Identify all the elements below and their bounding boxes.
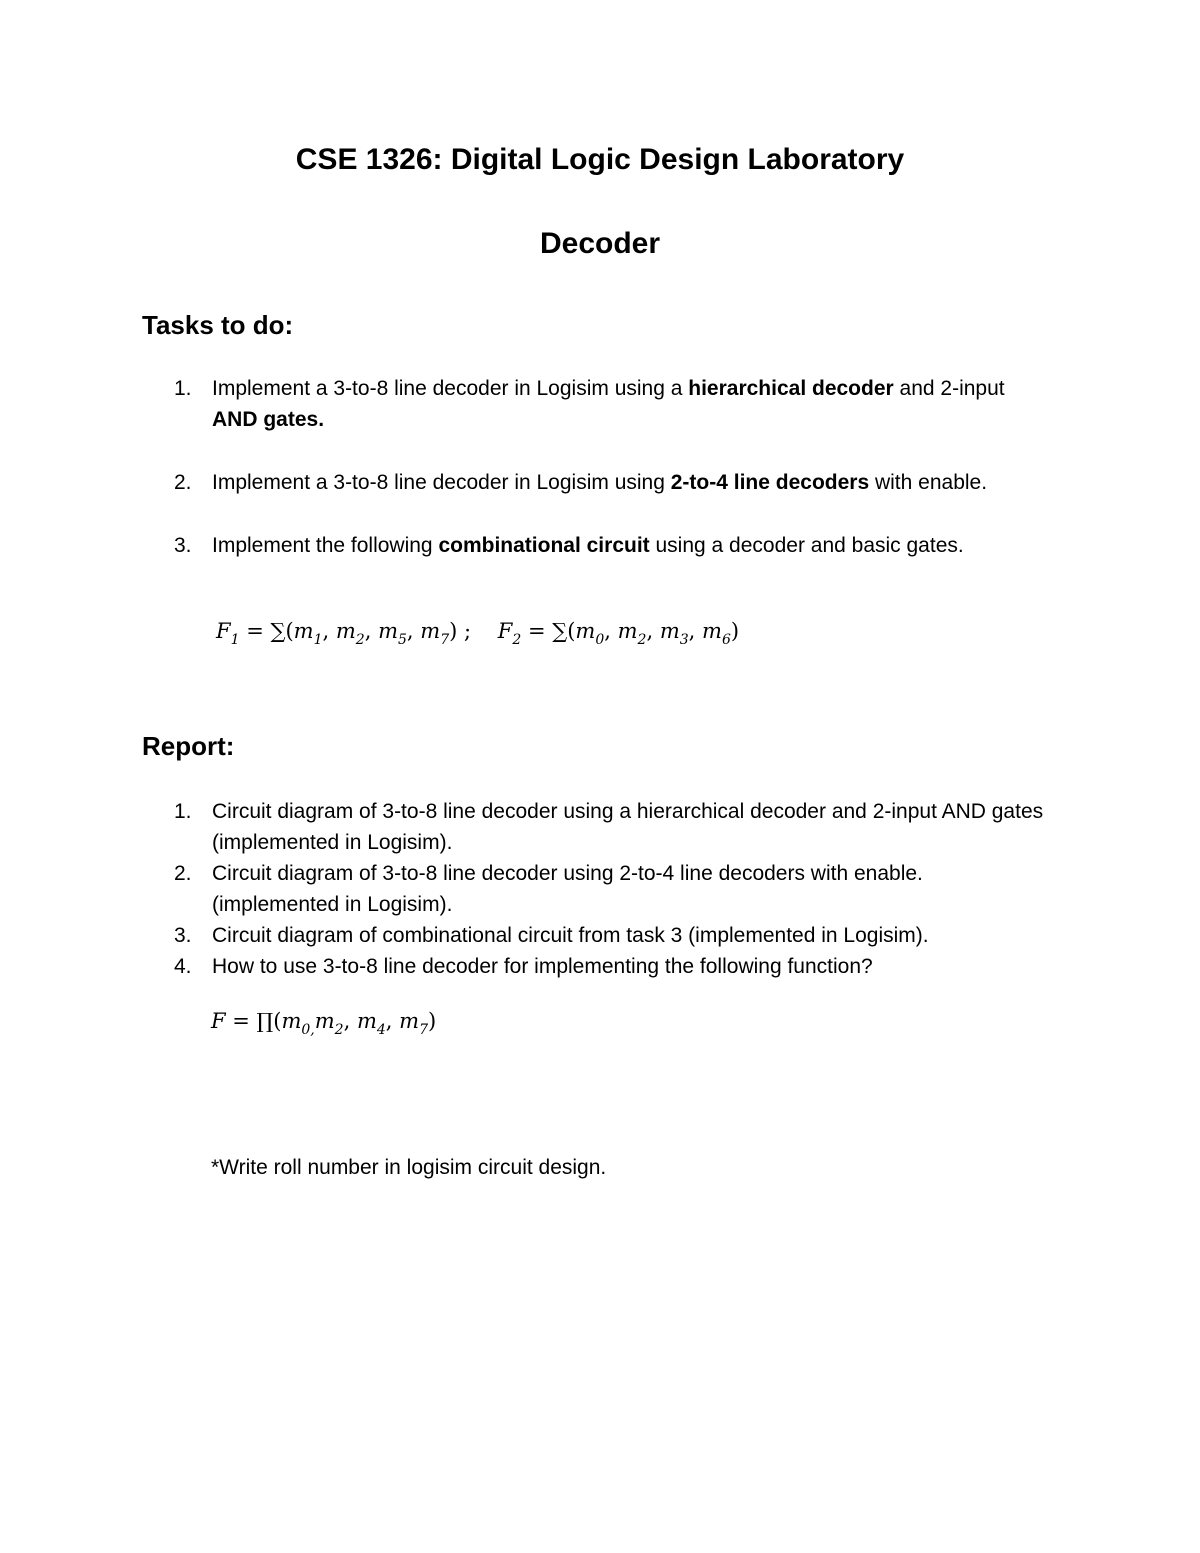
formula-term: $m_3$ [659,619,689,648]
formula-close: ) [427,1009,437,1033]
task-number: 3. [174,534,192,557]
formula-term: $m_5$ [378,619,407,648]
tasks-list [174,373,1054,561]
formula-term: $m_7$ [399,1009,428,1038]
formula-close: ) [730,619,740,643]
report-number: 3. [174,924,192,947]
report-item-4 [174,951,1054,982]
task-formula: $F_1 = \sum(m_1$, $m_2$, $m_5$, $m_7$) ; $F_2 = \sum(m_0$, $m_2$, $m_3$, $m_6$) [216,619,740,648]
formula-function: F [497,619,513,643]
report-number: 4. [174,955,192,978]
page-title: CSE 1326: Digital Logic Design Laboratory [295,143,905,176]
formula-subscript: 2 [512,632,522,648]
page-subtitle: Decoder [539,227,661,260]
formula-term: $m_6$ [702,619,731,648]
formula-term: $m_0$ [575,619,605,648]
product-operator: = ∏( [232,1009,282,1033]
formula-subscript: 1 [230,632,240,648]
task-emphasis: hierarchical decoder [688,377,894,400]
formula-term: $m_2$ [617,619,647,648]
task-item-3 [174,530,1054,561]
task-text: using a decoder and basic gates. [649,534,964,557]
roll-number-note: *Write roll number in logisim circuit design. [211,1156,607,1179]
sum-operator: = ∑( [246,619,294,643]
task-text: with enable. [869,471,988,494]
report-list [174,796,1054,982]
task-item-1 [174,373,1054,435]
task-number: 2. [174,471,192,494]
task-emphasis: 2-to-4 line decoders [670,471,870,494]
report-text: Circuit diagram of 3-to-8 line decoder using a hierarchical decoder and 2-input AND gates (implemented in Logisim). [212,800,1044,854]
task-text: and 2-input [893,377,1005,400]
formula-term: $m_{0,}$ [281,1009,315,1038]
formula-separator: ) ; [449,619,472,643]
report-text: Circuit diagram of combinational circuit from task 3 (implemented in Logisim). [212,924,929,947]
tasks-heading: Tasks to do: [142,310,294,340]
task-text: Implement a 3-to-8 line decoder in Logisim using a [212,377,689,400]
report-formula: $F = \prod(m_{0,}m_2$, $m_4$, $m_7$) [211,1009,437,1038]
report-number: 2. [174,862,192,885]
task-emphasis: AND gates. [212,408,325,431]
report-item-2 [174,858,1054,920]
formula-term: $m_2$ [335,619,365,648]
formula-term: $m_1$ [293,619,323,648]
formula-function: F [216,619,231,643]
report-item-1 [174,796,1054,858]
sum-operator: = ∑( [527,619,576,643]
task-text: Implement the following [212,534,439,557]
report-item-3 [174,920,1054,951]
report-text: How to use 3-to-8 line decoder for implementing the following function? [212,955,873,978]
task-item-2 [174,467,1054,498]
task-number: 1. [174,377,192,400]
formula-term: $m_2$ [314,1009,344,1038]
formula-term: $m_7$ [420,619,450,648]
report-number: 1. [174,800,192,823]
formula-function: F [211,1009,226,1033]
report-heading: Report: [142,731,235,761]
report-text: Circuit diagram of 3-to-8 line decoder using 2-to-4 line decoders with enable. (implemented in Logisim). [212,862,923,916]
task-emphasis: combinational circuit [438,534,650,557]
task-text: Implement a 3-to-8 line decoder in Logisim using [212,471,671,494]
formula-term: $m_4$ [356,1009,386,1038]
